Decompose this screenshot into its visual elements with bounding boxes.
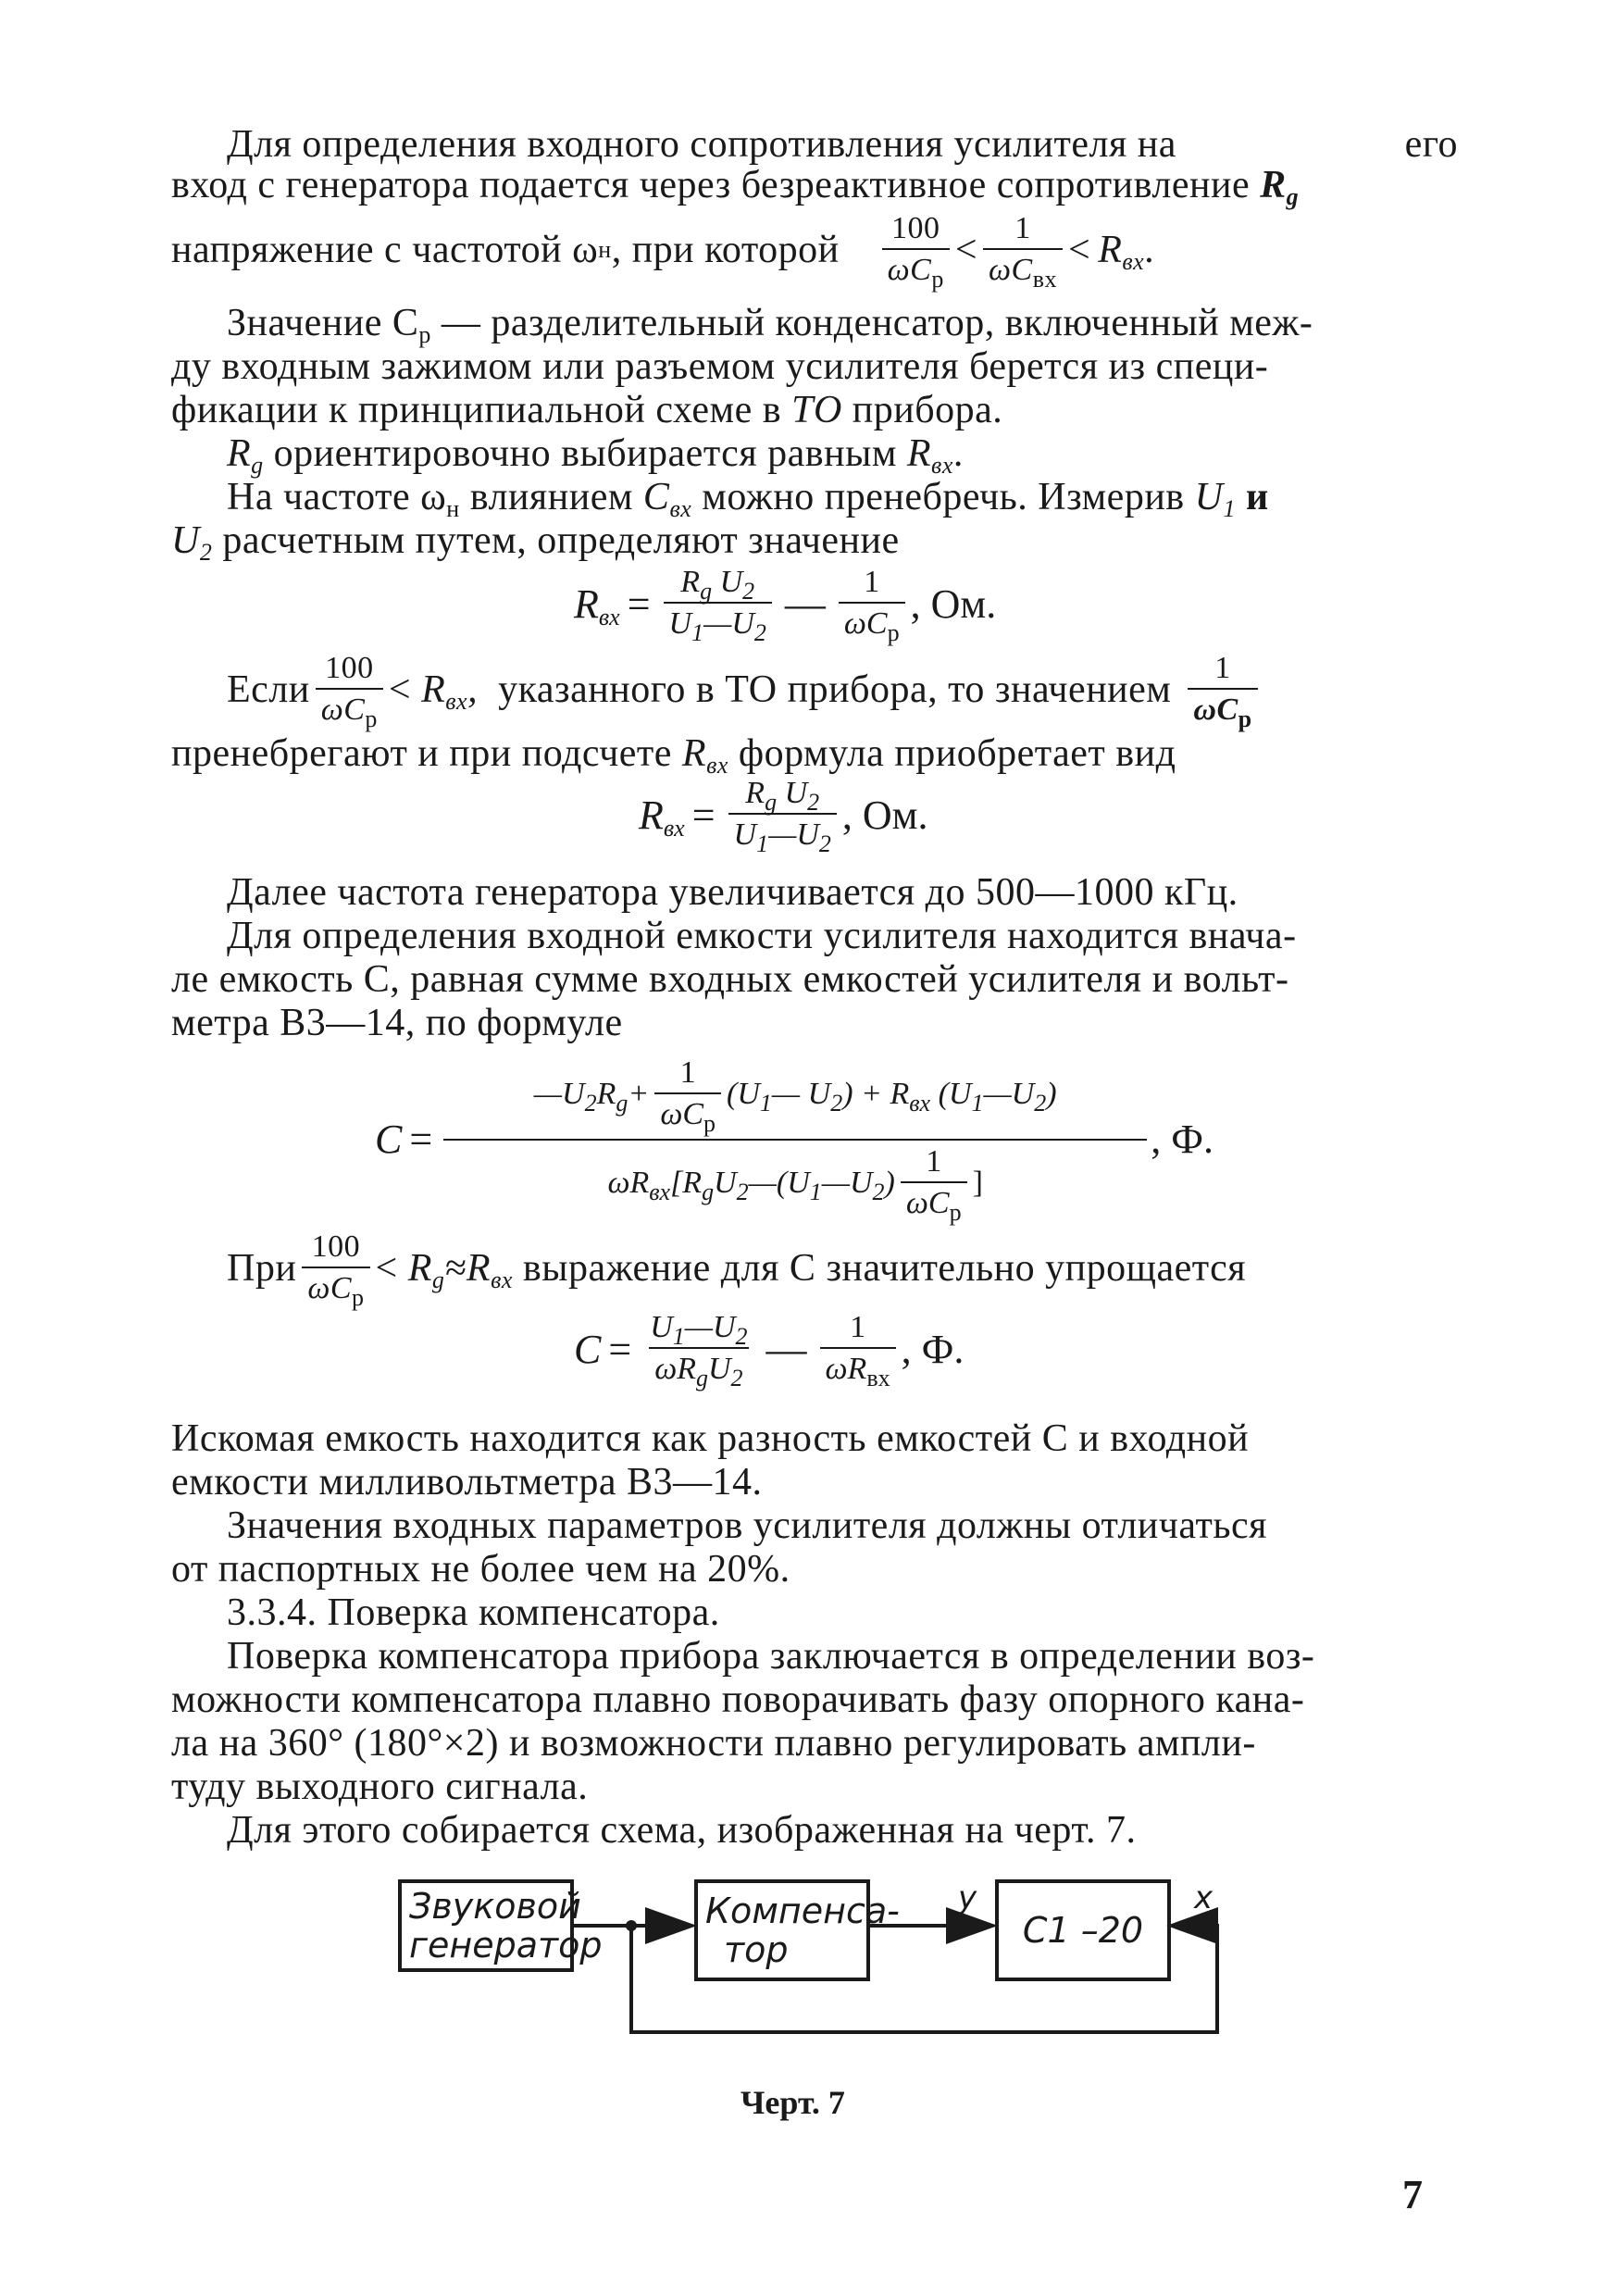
text-line: Далее частота генератора увеличивается до 500—1000 кГц. [227,871,1238,914]
block-c1-20: С1 –20 [995,1879,1171,1981]
text-fragment: расчетным путем, определяют значение [222,519,900,562]
equation: C = $\frac{U_1—U_2}{\omega R_gU_2}$ — $\frac{1}{\omega R_{вх}}$ , Ф. [574,1310,965,1391]
text-line: Если $\frac{100}{\omega C_р}$ < $R_{вх}$, указанного в ТО прибора, то значением $\frac{1}{\omega C_р}$ [227,648,1458,731]
fraction: $\frac{1}{\omega C_{вх}}$ [983,211,1063,289]
text-fragment: его [1404,123,1458,166]
math-var: $R_g$ [1260,164,1300,210]
label-y: y [958,1879,977,1916]
text-line: $U_2$ расчетным путем, определяют значение [171,519,900,566]
label-x: x [1194,1879,1214,1916]
text-line: Поверка компенсатора прибора заключается в определении воз- [227,1635,1315,1678]
block-sound-generator: Звуковой генератор [398,1879,574,1972]
text-line [227,301,1313,348]
text-fragment: Если [227,668,310,711]
text-fragment: ориентировочно выбирается равным [273,432,897,475]
text-fragment: , Ф. [1151,1116,1214,1162]
text-fragment: . [1144,229,1155,271]
text-line: $R_g$ ориентировочно выбирается равным $R_{вх}$. [227,432,964,479]
text-line: можности компенсатора плавно поворачивать фазу опорного кана- [171,1678,1305,1721]
text-fragment: — разделительный конденсатор, включенный меж- [441,302,1313,344]
text-line [227,122,1458,167]
text-line: ла на 360° (180°×2) и возможности плавно регулировать ампли- [171,1722,1256,1765]
text-line: от паспортных не более чем на 20%. [171,1548,790,1591]
section-heading: 3.3.4. Поверка компенсатора. [227,1591,720,1634]
junction-dot [626,1920,637,1931]
math-var: $R_{вх}$ [906,432,953,479]
text-fragment: можно пренебречь. Измерив [702,476,1185,518]
text-line: туду выходного сигнала. [171,1766,589,1808]
text-fragment: указанного в ТО прибора, то значением [498,668,1172,711]
text-fragment: ТО [791,389,842,431]
equation: $R_{вх}$ = $\frac{R_g U_2}{U_1—U_2}$ — $\frac{1}{\omega C_р}$ , Ом. [574,565,997,646]
text-fragment: напряжение с частотой ω [171,229,599,271]
block-compensator: Компенса- тор [694,1879,870,1981]
text-fragment: Значение C [227,302,419,344]
text-line: емкости милливольтметра В3—14. [171,1461,763,1504]
text-line [171,388,1002,432]
equation: $R_{вх}$ = $\frac{R_g U_2}{U_1—U_2}$ , Ом. [639,776,928,857]
page-number: 7 [1402,2172,1423,2217]
figure-caption: Черт. 7 [741,2084,845,2121]
text-fragment: и [1245,476,1269,518]
text-fragment: вход с генератора подается через безреактивное сопротивление [171,164,1251,206]
text-line: Для этого собирается схема, изображенная на черт. 7. [227,1809,1137,1852]
text-fragment: Для определения входного сопротивления усилителя на [227,123,1176,166]
text-line: пренебрегают и при подсчете $R_{вх}$ формула приобретает вид [171,732,1176,779]
subscript: р [418,321,431,348]
block-diagram [389,1861,1240,2055]
text-fragment: выражение для C значительно упрощается [522,1247,1247,1290]
math-var: $R_g$ [227,432,264,479]
text-line: На частоте $\omega_н$ влиянием $C_{вх}$ можно пренебречь. Измерив $U_1$ и [227,476,1269,522]
math-operator: < [954,229,978,271]
equation: C = $—U_2R_g+$ $\frac{1}{\omega C_р}$ ($U_1—$ $U_2) + R_{вх}$ $(U_1—U_2)$ $\omega R_{вх}[R_gU_2—(U_1—U_2)$ $\frac{1}{\omega C_р}$ ] , Ф. [375,1055,1214,1226]
text-fragment: прибора. [852,389,1003,431]
text-fragment: пренебрегают и при подсчете [171,732,672,775]
text-line: метра В3—14, по формуле [171,1002,623,1044]
text-fragment: При [227,1247,297,1290]
fraction: $\frac{100}{\omega C_р}$ [882,211,950,289]
text-fragment: влиянием [469,476,633,518]
text-line [171,163,1300,210]
text-line: Для определения входной емкости усилителя находится внача- [227,915,1297,957]
text-fragment: фикации к принципиальной схеме в [171,389,782,431]
text-fragment: , Ом. [910,580,997,627]
text-line: При $\frac{100}{\omega C_р}$ < $R_g\approx R_{вх}$ выражение для C значительно упрощается [227,1227,1246,1310]
text-fragment: , Ф. [901,1326,965,1372]
text-line: Значения входных параметров усилителя должны отличаться [227,1504,1267,1547]
text-fragment: , Ом. [841,792,928,838]
text-fragment: На частоте ω [227,476,447,518]
text-fragment: , при которой [611,229,840,271]
math-var: $R_{вх}$ [1098,229,1145,275]
text-line: ле емкость C, равная сумме входных емкостей усилителя и вольт- [171,958,1289,1001]
text-line: напряжение с частотой ω н , при которой $\frac{100}{\omega C_р}$ < $\frac{1}{\omega C_{вх}}$ < $R_{вх}$ . [171,208,1154,292]
math-operator: < [1068,229,1091,271]
text-fragment: формула приобретает вид [738,732,1176,775]
text-line: Искомая емкость находится как разность емкостей C и входной [171,1417,1250,1460]
text-line: ду входным зажимом или разъемом усилителя берется из специ- [171,345,1269,388]
